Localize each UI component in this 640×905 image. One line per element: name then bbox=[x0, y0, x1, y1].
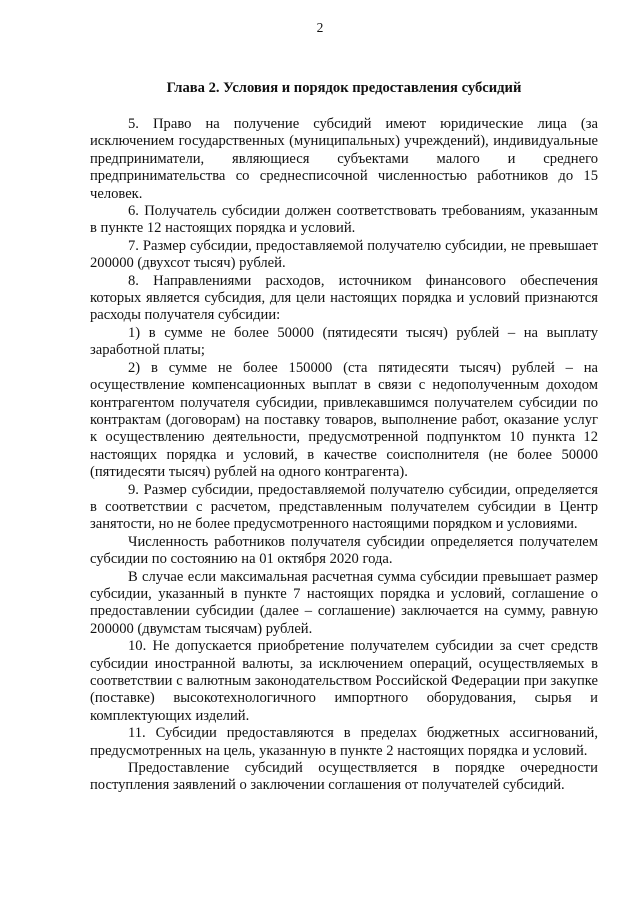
paragraph: 9. Размер субсидии, предоставляемой получателю субсидии, определяется в соответствии с расчетом, представленным получателем субсидии в Центр занятости, но не более предусмотренного настоящими порядком и условиями. bbox=[90, 481, 598, 533]
paragraph: 11. Субсидии предоставляются в пределах бюджетных ассигнований, предусмотренных на цель, указанную в пункте 2 настоящих порядка и условий. bbox=[90, 725, 598, 759]
chapter-title: Глава 2. Условия и порядок предоставления субсидий bbox=[166, 80, 522, 96]
page-number: 2 bbox=[316, 20, 324, 35]
paragraph: 5. Право на получение субсидий имеют юридические лица (за исключением государственных (муниципальных) учреждений), индивидуальные предприниматели, являющиеся субъектами малого и среднего предпринимательства со среднесписочной численностью работников до 15 человек. bbox=[90, 116, 598, 202]
body-text bbox=[90, 116, 598, 795]
paragraph: 10. Не допускается приобретение получателем субсидии за счет средств субсидии иностранной валюты, за исключением операций, осуществляемых в соответствии с валютным законодательством Российской Федерации при закупке (поставке) высокотехнологичного импортного оборудования, сырья и комплектующих изделий. bbox=[90, 638, 598, 724]
paragraph: 2) в сумме не более 150000 (ста пятидесяти тысяч) рублей – на осуществление компенсационных выплат в связи с недополученным доходом контрагентом получателя субсидии, привлекавшимся получателем субсидии по контрактам (договорам) на поставку товаров, выполнение работ, оказание услуг к осуществлению деятельности, предусмотренной подпунктом 10 пункта 12 настоящих порядка и условий, в качестве соисполнителя (не более 50000 (пятидесяти тысяч) рублей на одного контрагента). bbox=[90, 359, 598, 481]
paragraph: 7. Размер субсидии, предоставляемой получателю субсидии, не превышает 200000 (двухсот тысяч) рублей. bbox=[90, 237, 598, 272]
paragraph: 1) в сумме не более 50000 (пятидесяти тысяч) рублей – на выплату заработной платы; bbox=[90, 324, 598, 359]
paragraph: В случае если максимальная расчетная сумма субсидии превышает размер субсидии, указанный в пункте 7 настоящих порядка и условий, соглашение о предоставлении субсидии (далее – соглашение) заключается на сумму, равную 200000 (двумстам тысячам) рублей. bbox=[90, 568, 598, 637]
paragraph: 6. Получатель субсидии должен соответствовать требованиям, указанным в пункте 12 настоящих порядка и условий. bbox=[90, 203, 598, 237]
paragraph: Численность работников получателя субсидии определяется получателем субсидии по состоянию на 01 октября 2020 года. bbox=[90, 533, 598, 568]
paragraph: 8. Направлениями расходов, источником финансового обеспечения которых является субсидия, для цели настоящих порядка и условий признаются расходы получателя субсидии: bbox=[90, 272, 598, 324]
paragraph: Предоставление субсидий осуществляется в порядке очередности поступления заявлений о заключении соглашения от получателей субсидий. bbox=[90, 760, 598, 794]
